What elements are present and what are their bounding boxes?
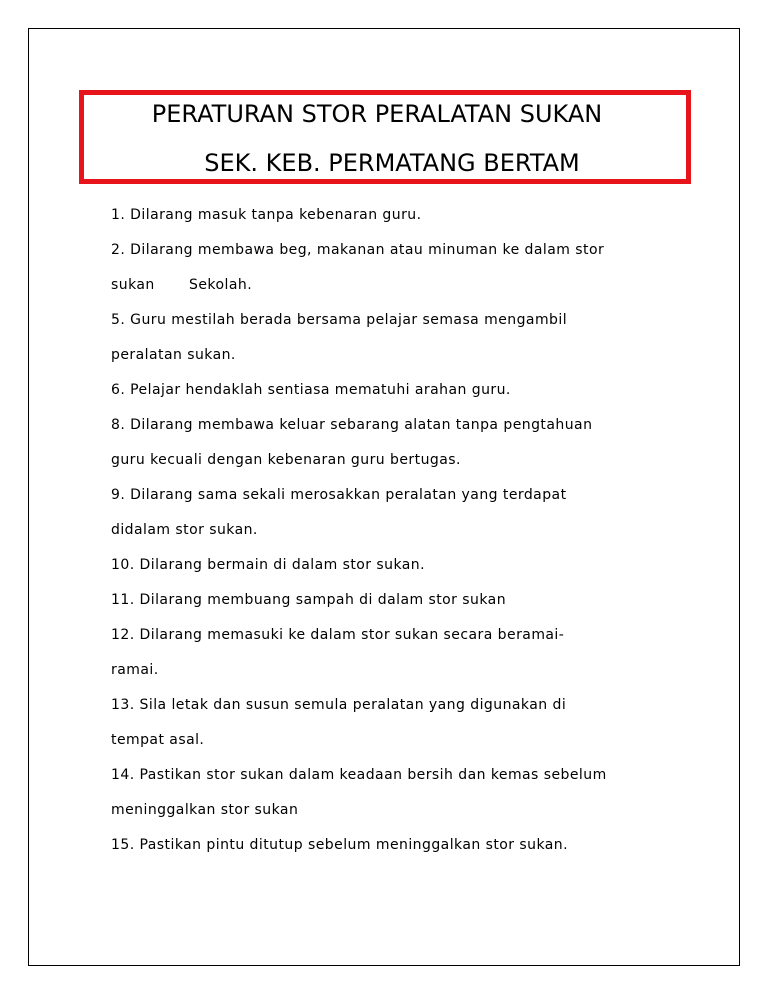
rule-line: 11. Dilarang membuang sampah di dalam stor sukan <box>111 592 507 608</box>
title-line-2: SEK. KEB. PERMATANG BERTAM <box>204 149 580 177</box>
rule-line: didalam stor sukan. <box>111 522 258 538</box>
rule-line: 13. Sila letak dan susun semula peralatan yang digunakan di <box>111 697 567 713</box>
rules-list <box>111 198 711 863</box>
rule-line: 9. Dilarang sama sekali merosakkan peralatan yang terdapat <box>111 487 567 503</box>
rule-line: tempat asal. <box>111 732 205 748</box>
rule-line: ramai. <box>111 662 159 678</box>
rule-line: 12. Dilarang memasuki ke dalam stor sukan secara beramai- <box>111 627 565 643</box>
title-line-1: PERATURAN STOR PERALATAN SUKAN <box>151 100 603 128</box>
rule-line: guru kecuali dengan kebenaran guru bertugas. <box>111 452 461 468</box>
rule-line: 6. Pelajar hendaklah sentiasa mematuhi arahan guru. <box>111 382 511 398</box>
rule-line: 5. Guru mestilah berada bersama pelajar semasa mengambil <box>111 312 568 328</box>
rule-line: meninggalkan stor sukan <box>111 802 299 818</box>
rule-line: 1. Dilarang masuk tanpa kebenaran guru. <box>111 207 422 223</box>
rule-line: sukan Sekolah. <box>111 277 253 293</box>
title-box <box>79 90 691 184</box>
rule-line: 8. Dilarang membawa keluar sebarang alatan tanpa pengtahuan <box>111 417 593 433</box>
rule-line: 2. Dilarang membawa beg, makanan atau minuman ke dalam stor <box>111 242 605 258</box>
rule-line: 14. Pastikan stor sukan dalam keadaan bersih dan kemas sebelum <box>111 767 607 783</box>
rule-line: peralatan sukan. <box>111 347 236 363</box>
rule-line: 10. Dilarang bermain di dalam stor sukan. <box>111 557 426 573</box>
rule-line: 15. Pastikan pintu ditutup sebelum meninggalkan stor sukan. <box>111 837 569 853</box>
